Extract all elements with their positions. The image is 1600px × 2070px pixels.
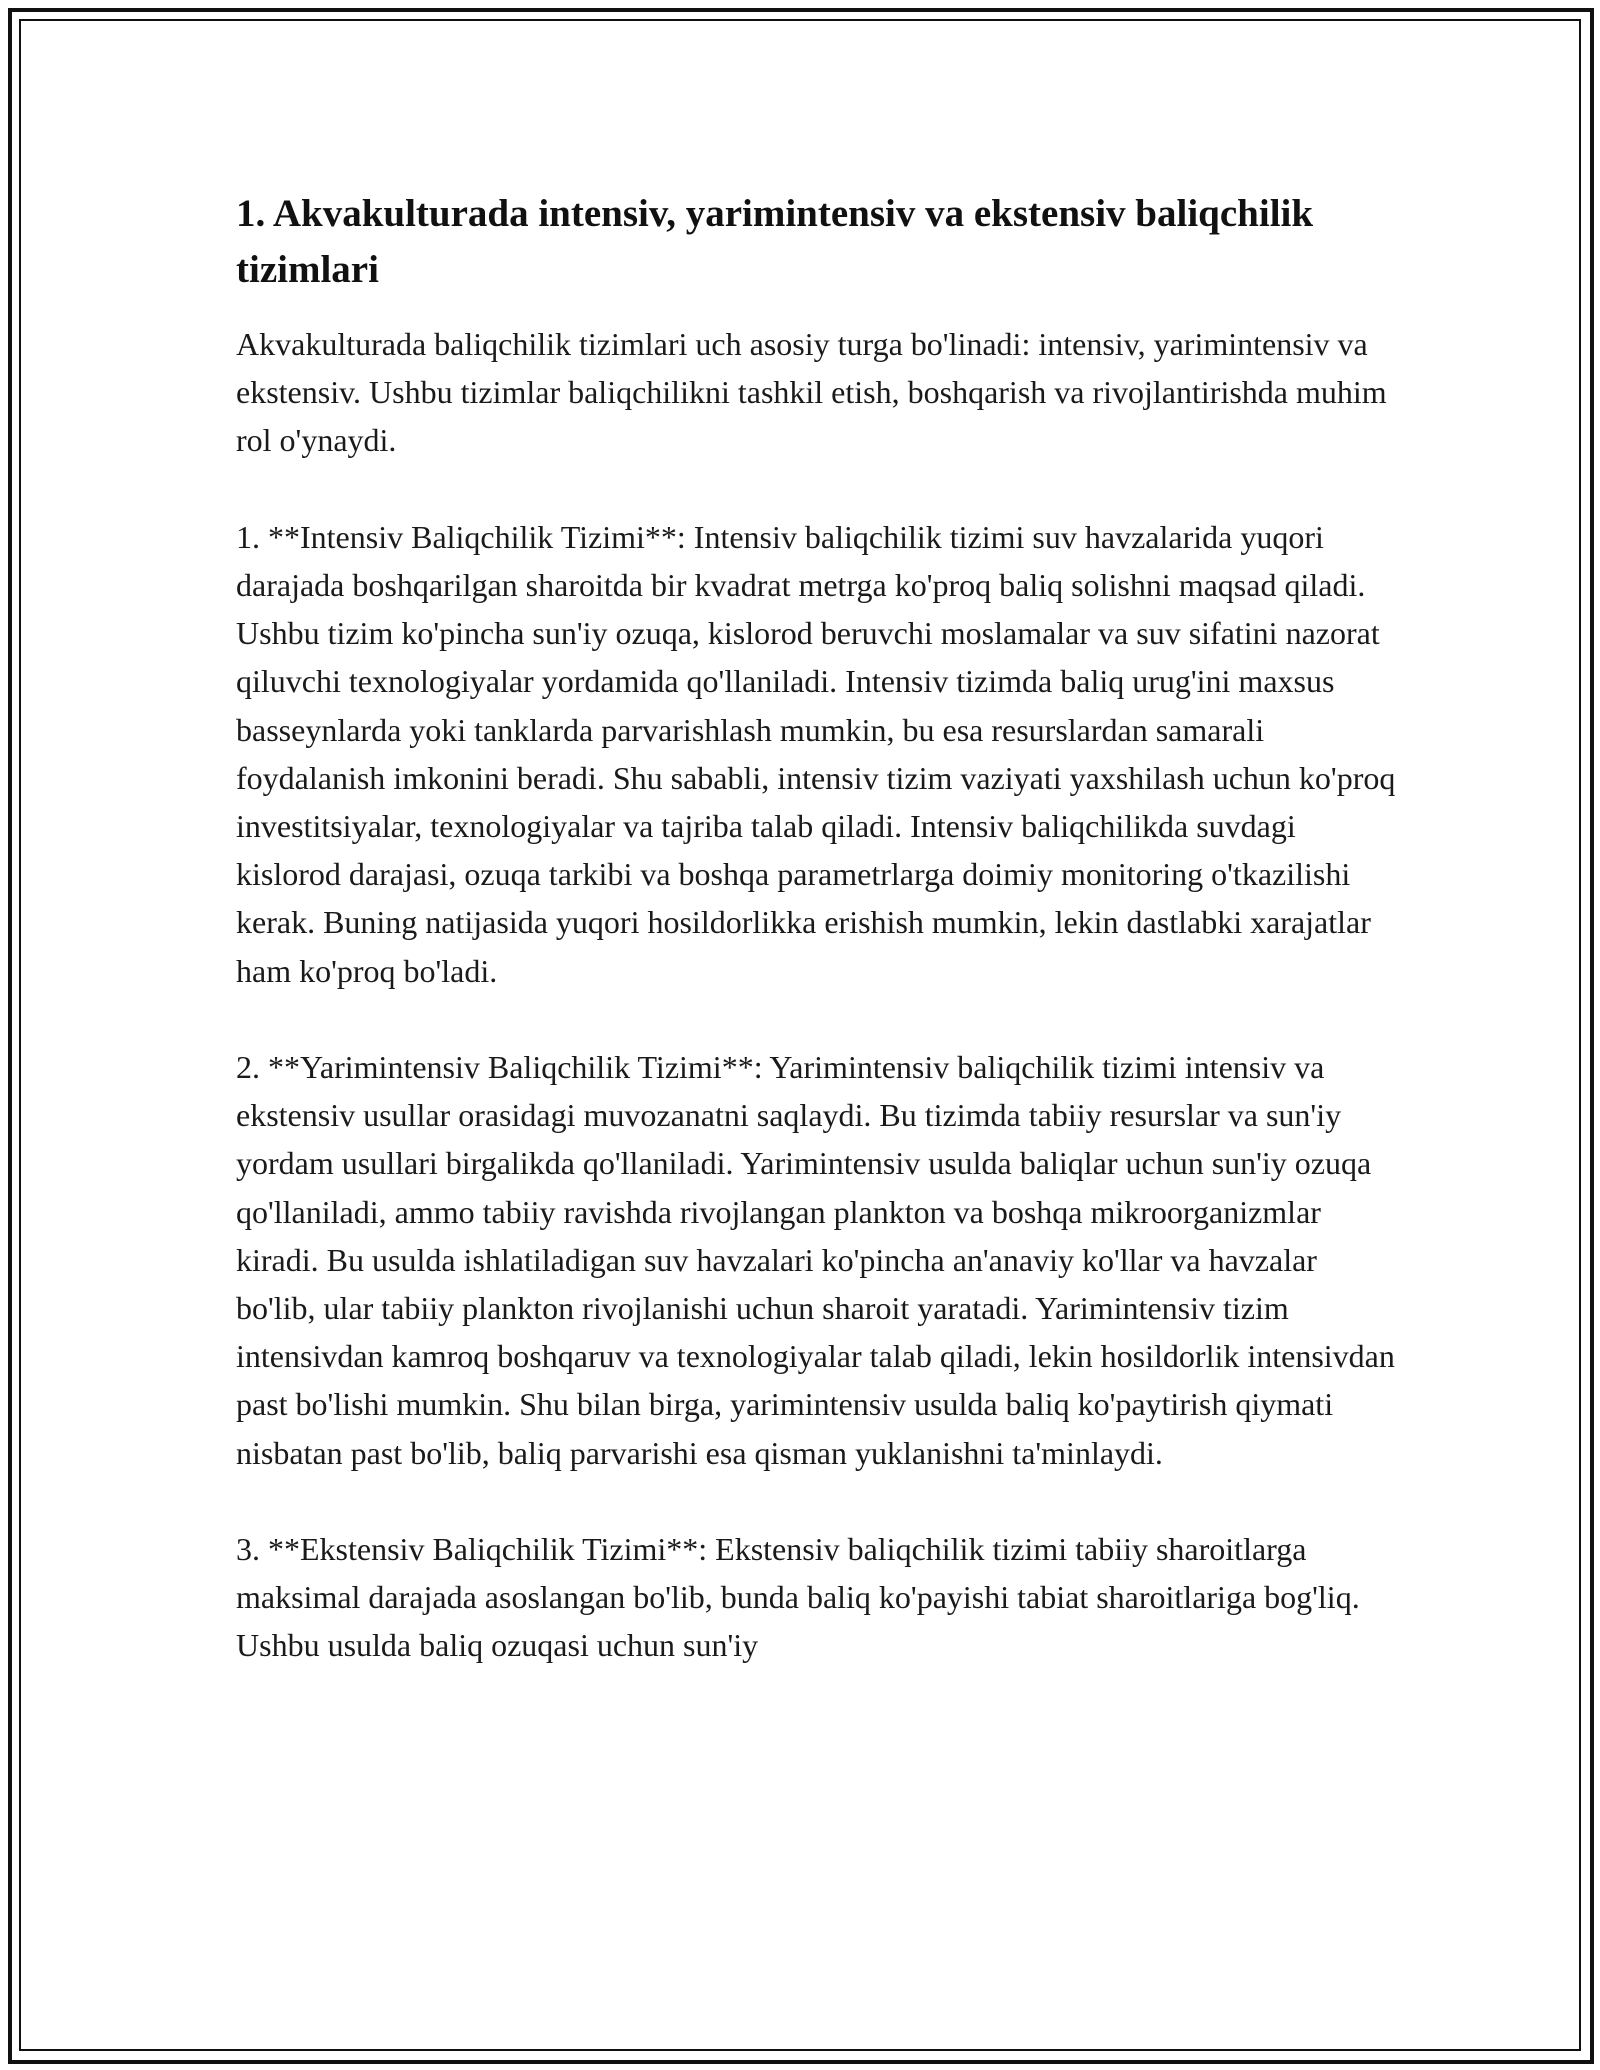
intensive-system-paragraph: 1. **Intensiv Baliqchilik Tizimi**: Intensiv baliqchilik tizimi suv havzalarida yuqori darajada boshqarilgan sharoitda bir kvadrat metrga ko'proq baliq solishni maqsad qiladi. Ushbu tizim ko'pincha sun'iy ozuqa, kislorod beruvchi moslamalar va suv sifatini nazorat qiluvchi texnologiyalar yordamida qo'llaniladi. Intensiv tizimda baliq urug'ini maxsus basseynlarda yoki tanklarda parvarishlash mumkin, bu esa resurslardan samarali foydalanish imkonini beradi. Shu sababli, intensiv tizim vaziyati yaxshilash uchun ko'proq investitsiyalar, texnologiyalar va tajriba talab qiladi. Intensiv baliqchilikda suvdagi kislorod darajasi, ozuqa tarkibi va boshqa parametrlarga doimiy monitoring o'tkazilishi kerak. Buning natijasida yuqori hosildorlikka erishish mumkin, lekin dastlabki xarajatlar ham ko'proq bo'ladi. [236, 518, 1396, 989]
semi-intensive-system-paragraph: 2. **Yarimintensiv Baliqchilik Tizimi**: Yarimintensiv baliqchilik tizimi intensiv va ekstensiv usullar orasidagi muvozanatni saqlaydi. Bu tizimda tabiiy resurslar va sun'iy yordam usullari birgalikda qo'llaniladi. Yarimintensiv usulda baliqlar uchun sun'iy ozuqa qo'llaniladi, ammo tabiiy ravishda rivojlangan plankton va boshqa mikroorganizmlar kiradi. Bu usulda ishlatiladigan suv havzalari ko'pincha an'anaviy ko'llar va havzalar bo'lib, ular tabiiy plankton rivojlanishi uchun sharoit yaratadi. Yarimintensiv tizim intensivdan kamroq boshqaruv va texnologiyalar talab qiladi, lekin hosildorlik intensivdan past bo'lishi mumkin. Shu bilan birga, yarimintensiv usulda baliq ko'paytirish qiymati nisbatan past bo'lib, baliq parvarishi esa qisman yuklanishni ta'minlaydi. [236, 1049, 1395, 1471]
extensive-system-paragraph: 3. **Ekstensiv Baliqchilik Tizimi**: Ekstensiv baliqchilik tizimi tabiiy sharoitlarga maksimal darajada asoslangan bo'lib, bunda baliq ko'payishi tabiat sharoitlariga bog'liq. Ushbu usulda baliq ozuqasi uchun sun'iy [236, 1531, 1360, 1664]
page-title: 1. Akvakulturada intensiv, yarimintensiv va ekstensiv baliqchilik tizimlari [236, 192, 1314, 291]
intro-paragraph: Akvakulturada baliqchilik tizimlari uch asosiy turga bo'linadi: intensiv, yarimintensiv va ekstensiv. Ushbu tizimlar baliqchilikni tashkil etish, boshqarish va rivojlantirishda muhim rol o'ynaydi. [236, 326, 1387, 459]
document-body [236, 186, 1396, 1670]
